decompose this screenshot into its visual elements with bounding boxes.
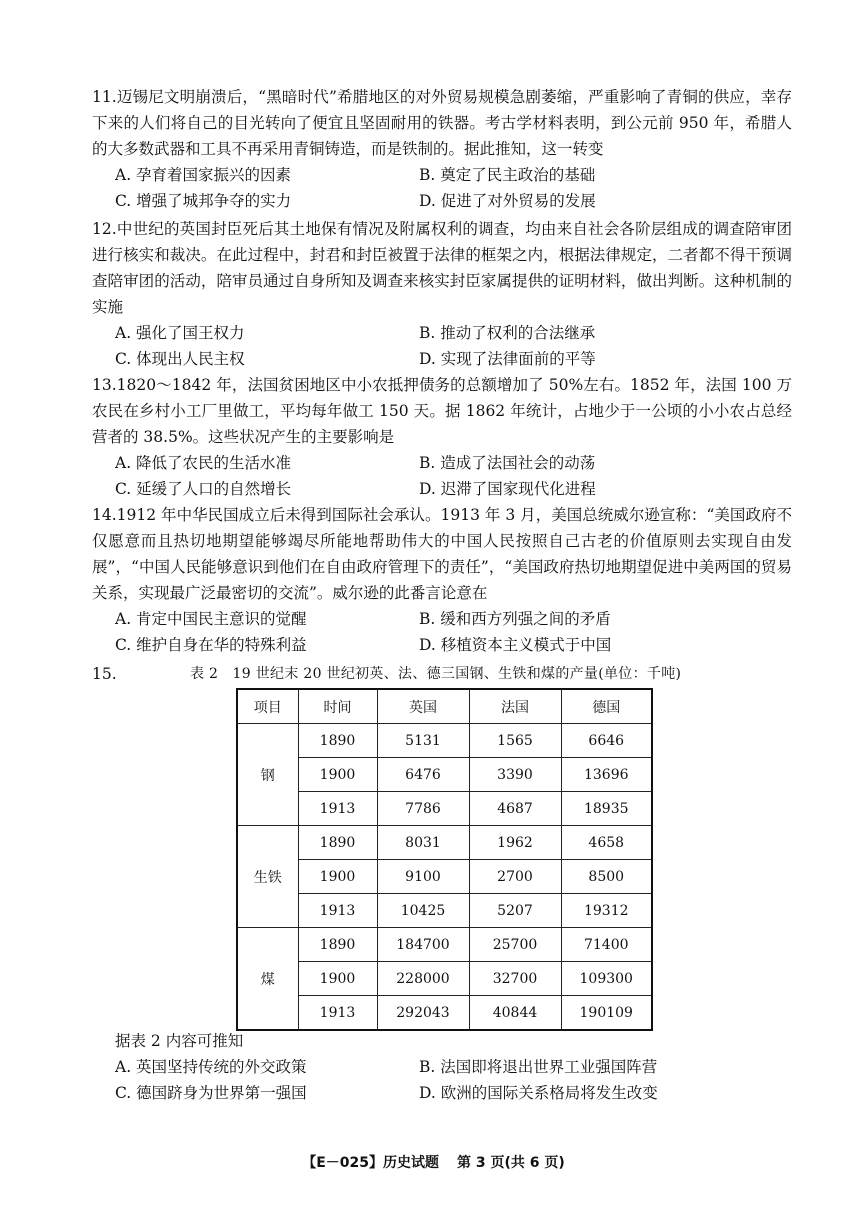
table-cell: 8500 xyxy=(561,860,652,894)
question-14-number: 14. xyxy=(92,506,117,524)
table-cell: 190109 xyxy=(561,996,652,1031)
question-15-number: 15. xyxy=(92,665,117,683)
table-header-cell: 德国 xyxy=(561,689,652,724)
table-caption: 表 2 19 世纪末 20 世纪初英、法、德三国钢、生铁和煤的产量(单位：千吨) xyxy=(190,666,682,682)
question-12-options-row-1 xyxy=(92,320,792,346)
table-cell: 8031 xyxy=(377,826,469,860)
question-13-options-row-2 xyxy=(92,476,792,502)
table-cell: 292043 xyxy=(377,996,469,1031)
table-cell: 18935 xyxy=(561,792,652,826)
exam-code: 【E－025】历史试题 xyxy=(302,1155,439,1171)
question-13-stem: 13.1820～1842 年，法国贫困地区中小农抵押债务的总额增加了 50%左右。1852 年，法国 100 万农民在乡村小工厂里做工，平均每年做工 150 天。据 1862 年统计，占地少于一公顷的小小农占总经营者的 38.5%。这些状况产生的主要影响是 xyxy=(92,376,792,446)
table-cell: 1900 xyxy=(298,962,377,996)
table-cell: 184700 xyxy=(377,928,469,962)
table-row xyxy=(237,928,652,962)
question-15 xyxy=(92,1028,792,1106)
table-cell: 10425 xyxy=(377,894,469,928)
table-row xyxy=(237,758,652,792)
table-row xyxy=(237,792,652,826)
option-c[interactable]: C. 体现出人民主权 xyxy=(115,350,245,368)
option-a[interactable]: A. 孕育着国家振兴的因素 xyxy=(115,166,292,184)
table-cell: 2700 xyxy=(469,860,561,894)
table-cell: 1913 xyxy=(298,792,377,826)
question-11-stem: 11.迈锡尼文明崩溃后，“黑暗时代”希腊地区的对外贸易规模急剧萎缩，严重影响了青铜的供应，幸存下来的人们将自己的目光转向了便宜且坚固耐用的铁器。考古学材料表明，到公元前 950 年，希腊人的大多数武器和工具不再采用青铜铸造，而是铁制的。据此推知，这一转变 xyxy=(92,88,792,158)
option-a[interactable]: A. 肯定中国民主意识的觉醒 xyxy=(115,610,307,628)
option-c[interactable]: C. 维护自身在华的特殊利益 xyxy=(115,636,307,654)
option-a[interactable]: A. 强化了国王权力 xyxy=(115,324,245,342)
table-row xyxy=(237,996,652,1031)
table-row xyxy=(237,826,652,860)
question-13 xyxy=(92,372,792,502)
question-14-options-row-1 xyxy=(92,606,792,632)
question-12 xyxy=(92,216,792,372)
table-cell: 1913 xyxy=(298,894,377,928)
table-header-cell: 项目 xyxy=(237,689,298,724)
question-14 xyxy=(92,502,792,658)
table-header-cell: 时间 xyxy=(298,689,377,724)
option-b[interactable]: B. 造成了法国社会的动荡 xyxy=(419,454,596,472)
question-12-options-row-2 xyxy=(92,346,792,372)
table-cell: 109300 xyxy=(561,962,652,996)
table-row xyxy=(237,894,652,928)
question-15-options-row-2 xyxy=(92,1080,792,1106)
table-cell: 40844 xyxy=(469,996,561,1031)
table-cell: 3390 xyxy=(469,758,561,792)
item-cell: 煤 xyxy=(237,928,298,1031)
table-cell: 6476 xyxy=(377,758,469,792)
option-c[interactable]: C. 增强了城邦争夺的实力 xyxy=(115,192,292,210)
option-c[interactable]: C. 德国跻身为世界第一强国 xyxy=(115,1084,307,1102)
question-13-number: 13. xyxy=(92,376,117,394)
table-cell: 4658 xyxy=(561,826,652,860)
option-b[interactable]: B. 法国即将退出世界工业强国阵营 xyxy=(419,1058,658,1076)
question-14-options-row-2 xyxy=(92,632,792,658)
question-13-options-row-1 xyxy=(92,450,792,476)
option-c[interactable]: C. 延缓了人口的自然增长 xyxy=(115,480,292,498)
item-cell: 钢 xyxy=(237,724,298,826)
question-11 xyxy=(92,84,792,214)
table-header-row xyxy=(237,689,652,724)
question-12-number: 12. xyxy=(92,220,117,238)
question-15-options-row-1 xyxy=(92,1054,792,1080)
question-11-options-row-1 xyxy=(92,162,792,188)
page-footer xyxy=(0,1152,867,1172)
table-cell: 1900 xyxy=(298,758,377,792)
table-cell: 7786 xyxy=(377,792,469,826)
option-d[interactable]: D. 欧洲的国际关系格局将发生改变 xyxy=(419,1084,658,1102)
question-14-stem: 14.1912 年中华民国成立后未得到国际社会承认。1913 年 3 月，美国总统威尔逊宣称：“美国政府不仅愿意而且热切地期望能够竭尽所能地帮助伟大的中国人民按照自己古老的价值原则去实现自由发展”，“中国人民能够意识到他们在自由政府管理下的责任”，“美国政府热切地期望促进中美两国的贸易关系，实现最广泛最密切的交流”。威尔逊的此番言论意在 xyxy=(92,506,792,602)
table-cell: 1890 xyxy=(298,928,377,962)
table-cell: 5131 xyxy=(377,724,469,758)
question-15-stem: 据表 2 内容可推知 xyxy=(115,1032,244,1050)
table-row xyxy=(237,724,652,758)
table-header-cell: 法国 xyxy=(469,689,561,724)
option-b[interactable]: B. 缓和西方列强之间的矛盾 xyxy=(419,610,611,628)
option-a[interactable]: A. 英国坚持传统的外交政策 xyxy=(115,1058,307,1076)
table-cell: 228000 xyxy=(377,962,469,996)
table-cell: 5207 xyxy=(469,894,561,928)
table-row xyxy=(237,962,652,996)
table-cell: 6646 xyxy=(561,724,652,758)
option-d[interactable]: D. 实现了法律面前的平等 xyxy=(419,350,596,368)
table-header-cell: 英国 xyxy=(377,689,469,724)
option-b[interactable]: B. 奠定了民主政治的基础 xyxy=(419,166,596,184)
table-cell: 9100 xyxy=(377,860,469,894)
option-d[interactable]: D. 迟滞了国家现代化进程 xyxy=(419,480,596,498)
option-d[interactable]: D. 促进了对外贸易的发展 xyxy=(419,192,596,210)
table-cell: 25700 xyxy=(469,928,561,962)
table-cell: 1890 xyxy=(298,826,377,860)
table-cell: 71400 xyxy=(561,928,652,962)
option-d[interactable]: D. 移植资本主义模式于中国 xyxy=(419,636,612,654)
table-row xyxy=(237,860,652,894)
table-cell: 1890 xyxy=(298,724,377,758)
table-cell: 1962 xyxy=(469,826,561,860)
table-cell: 4687 xyxy=(469,792,561,826)
item-cell: 生铁 xyxy=(237,826,298,928)
table-cell: 1900 xyxy=(298,860,377,894)
table-cell: 32700 xyxy=(469,962,561,996)
table-cell: 19312 xyxy=(561,894,652,928)
table-cell: 1913 xyxy=(298,996,377,1031)
option-b[interactable]: B. 推动了权利的合法继承 xyxy=(419,324,596,342)
table-cell: 13696 xyxy=(561,758,652,792)
production-table xyxy=(236,688,653,1031)
question-11-options-row-2 xyxy=(92,188,792,214)
table-cell: 1565 xyxy=(469,724,561,758)
option-a[interactable]: A. 降低了农民的生活水准 xyxy=(115,454,292,472)
page-number: 第 3 页(共 6 页) xyxy=(457,1155,565,1171)
question-11-number: 11. xyxy=(92,88,117,106)
question-12-stem: 12.中世纪的英国封臣死后其土地保有情况及附属权利的调查，均由来自社会各阶层组成的调查陪审团进行核实和裁决。在此过程中，封君和封臣被置于法律的框架之内，根据法律规定，二者都不得干预调查陪审团的活动，陪审员通过自身所知及调查来核实封臣家属提供的证明材料，做出判断。这种机制的实施 xyxy=(92,220,792,316)
